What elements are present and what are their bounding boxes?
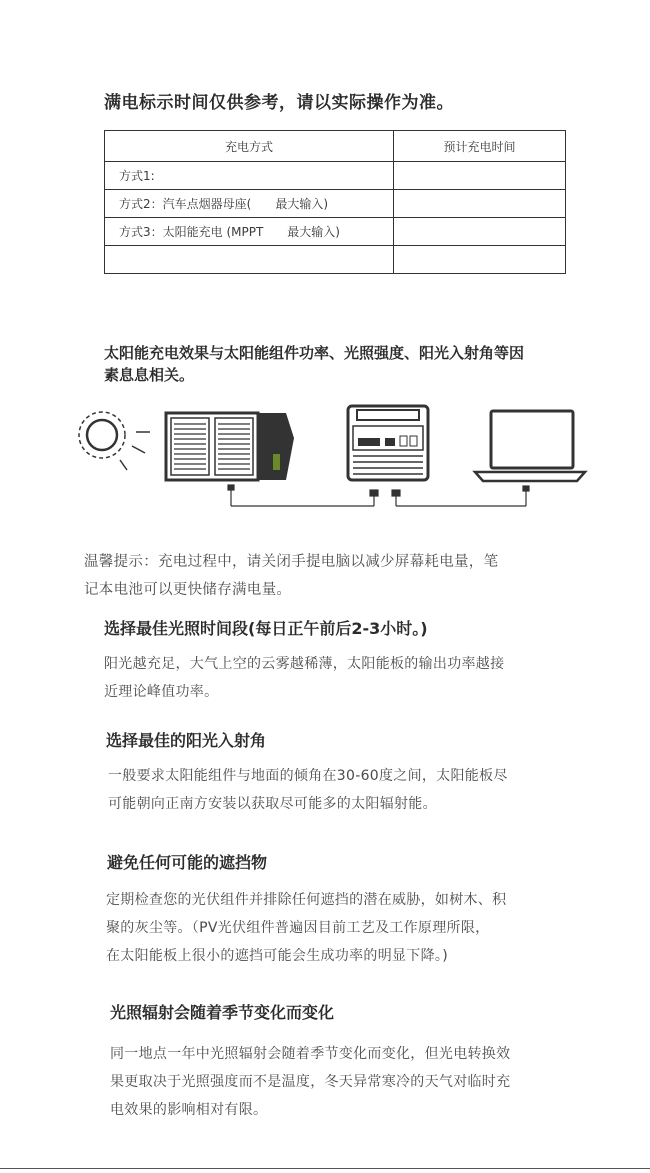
method-cell: 方式2：汽车点烟器母座( 最大输入) (105, 190, 394, 218)
section-title: 选择最佳光照时间段(每日正午前后2-3小时。) (104, 619, 428, 638)
section-line: 同一地点一年中光照辐射会随着季节变化而变化，但光电转换效 (110, 1046, 511, 1062)
table-row (105, 190, 566, 218)
section-title: 选择最佳的阳光入射角 (106, 731, 267, 750)
charging-time-table (104, 130, 566, 274)
method-cell: 方式1: (105, 162, 394, 190)
section-line: 近理论峰值功率。 (104, 684, 219, 700)
table-header-time: 预计充电时间 (394, 131, 566, 162)
table-row (105, 162, 566, 190)
method-cell: 方式3：太阳能充电 (MPPT 最大输入) (105, 218, 394, 246)
section-line: 定期检查您的光伏组件并排除任何遮挡的潜在威胁，如树木、积 (106, 892, 507, 908)
table-row (105, 218, 566, 246)
time-cell (394, 190, 566, 218)
charging-cables (228, 485, 529, 506)
section-line: 一般要求太阳能组件与地面的倾角在30-60度之间，太阳能板尽 (108, 768, 508, 784)
tip-line: 温馨提示：充电过程中，请关闭手提电脑以减少屏幕耗电量，笔 (84, 554, 499, 570)
method-cell (105, 246, 394, 274)
solar-charging-illustration (70, 398, 590, 513)
section-line: 在太阳能板上很小的遮挡可能会生成功率的明显下降。) (106, 948, 448, 964)
table-row (105, 246, 566, 274)
section-line: 电效果的影响相对有限。 (110, 1102, 268, 1118)
laptop-icon (475, 411, 585, 481)
section-title: 光照辐射会随着季节变化而变化 (110, 1003, 335, 1022)
section-body (104, 650, 504, 706)
solar-panel-icon (166, 413, 294, 480)
section-body (108, 762, 508, 818)
power-station-icon (348, 406, 428, 480)
table-header-method: 充电方式 (105, 131, 394, 162)
solar-intro-line: 太阳能充电效果与太阳能组件功率、光照强度、阳光入射角等因 (104, 344, 525, 362)
time-cell (394, 218, 566, 246)
time-cell (394, 162, 566, 190)
time-cell (394, 246, 566, 274)
section-line: 聚的灰尘等。（PV光伏组件普遍因目前工艺及工作原理所限， (106, 920, 490, 936)
tip-line: 记本电池可以更快储存满电量。 (84, 582, 292, 598)
notice-heading: 满电标示时间仅供参考，请以实际操作为准。 (104, 93, 454, 113)
section-body (106, 886, 506, 970)
tip-text (84, 548, 498, 604)
section-line: 可能朝向正南方安装以获取尽可能多的太阳辐射能。 (108, 796, 437, 812)
section-body (110, 1040, 510, 1124)
table-header-row (105, 131, 566, 162)
section-line: 果更取决于光照强度而不是温度，冬天异常寒冷的天气对临时充 (110, 1074, 511, 1090)
section-line: 阳光越充足，大气上空的云雾越稀薄，太阳能板的输出功率越接 (104, 656, 505, 672)
solar-intro (104, 342, 524, 386)
section-title: 避免任何可能的遮挡物 (107, 853, 268, 872)
page-bottom-divider (0, 1168, 650, 1169)
sun-icon (79, 412, 150, 470)
solar-intro-line: 素息息相关。 (104, 366, 195, 384)
